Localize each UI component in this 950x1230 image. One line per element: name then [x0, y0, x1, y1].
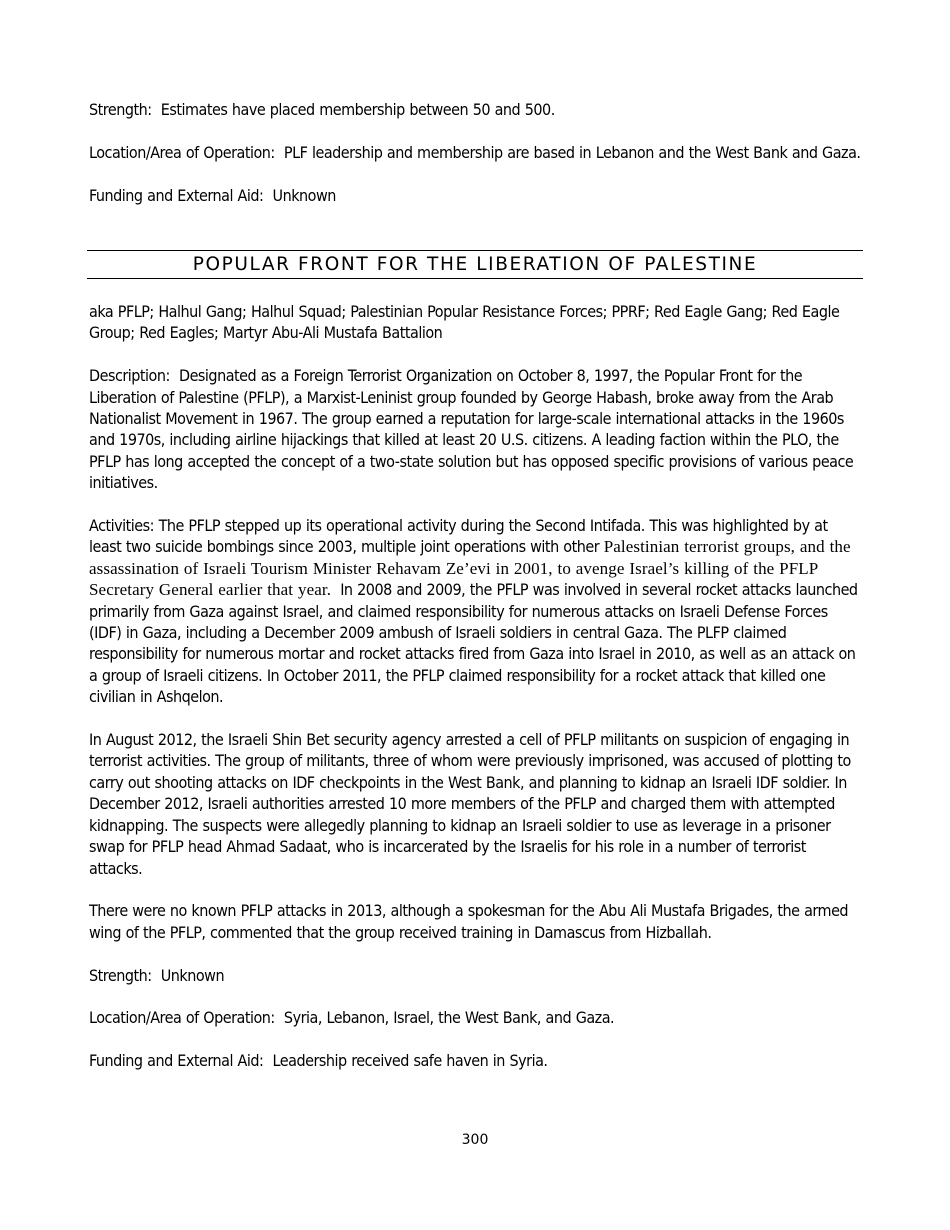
pflp-location-label: Location/Area of Operation: — [89, 1008, 275, 1028]
strength-paragraph — [89, 99, 861, 120]
description-paragraph — [89, 365, 861, 493]
activities-text-3: In 2008 and 2009, the PFLP was involved in several rocket attacks launched primarily from Gaza against Israel, and claimed responsibility for numerous attacks on Israeli Defense Forces (IDF) in Gaza, including a December 2009 ambush of Israeli soldiers in central Gaza. The PLFP claimed responsibility for numerous mortar and rocket attacks fired from Gaza into Israel in 2010, as well as an attack on a group of Israeli citizens. In October 2011, the PFLP claimed responsibility for a rocket attack that killed one civilian in Ashqelon. — [89, 580, 858, 707]
activities-paragraph — [89, 515, 861, 708]
strength-text: Estimates have placed membership between 50 and 500. — [160, 100, 555, 119]
aka-paragraph: aka PFLP; Halhul Gang; Halhul Squad; Palestinian Popular Resistance Forces; PPRF; Red Eagle Gang; Red Eagle Group; Red Eagles; Martyr Abu-Ali Mustafa Battalion — [89, 302, 840, 343]
location-paragraph — [89, 142, 861, 163]
funding-paragraph — [89, 185, 861, 206]
activities-text-2: Palestinian terrorist groups, and the assassination of Israeli Tourism Minister Rehavam Ze’evi in 2001, to avenge Israel’s killing of the PFLP Secretary General earlier that year. — [89, 537, 851, 600]
pflp-funding-label: Funding and External Aid: — [89, 1051, 264, 1071]
pflp-funding-text: Leadership received safe haven in Syria. — [272, 1051, 548, 1071]
section-heading-band — [87, 250, 863, 279]
pflp-strength-text: Unknown — [160, 965, 225, 985]
organization-title: POPULAR FRONT FOR THE LIBERATION OF PALESTINE — [192, 254, 758, 275]
strength-label: Strength: — [89, 100, 152, 119]
paragraph-2013: There were no known PFLP attacks in 2013, although a spokesman for the Abu Ali Mustafa Brigades, the armed wing of the PFLP, commented that the group received training in Damascus from Hizballah. — [89, 901, 849, 942]
pflp-strength-paragraph — [89, 965, 861, 986]
funding-label: Funding and External Aid: — [89, 185, 264, 205]
description-label: Description: — [89, 366, 170, 386]
pflp-location-paragraph — [89, 1007, 861, 1028]
pflp-funding-paragraph — [89, 1050, 861, 1071]
location-text: PLF leadership and membership are based in Lebanon and the West Bank and Gaza. — [283, 142, 861, 162]
previous-entry-section — [89, 99, 861, 206]
organization-entry — [89, 301, 861, 1072]
description-text: Designated as a Foreign Terrorist Organization on October 8, 1997, the Popular Front for the Liberation of Palestine (PFLP), a Marxist-Leninist group founded by George Habash, broke away from the Arab Nationalist Movement in 1967. The group earned a reputation for large-scale international attacks in the 1960s and 1970s, including airline hijackings that killed at least 20 U.S. citizens. A leading faction within the PLO, the PFLP has long accepted the concept of a two-state solution but has opposed specific provisions of various peace initiatives. — [89, 366, 854, 493]
activities-text-1: The PFLP stepped up its operational activity during the Second Intifada. This was highlighted by at least two suicide bombings since 2003, multiple joint operations with other — [89, 516, 828, 557]
pflp-strength-label: Strength: — [89, 965, 152, 985]
page-number: 300 — [461, 1132, 489, 1148]
pflp-location-text: Syria, Lebanon, Israel, the West Bank, and Gaza. — [283, 1008, 615, 1028]
location-label: Location/Area of Operation: — [89, 142, 275, 162]
funding-text: Unknown — [272, 185, 336, 205]
paragraph-2012: In August 2012, the Israeli Shin Bet security agency arrested a cell of PFLP militants on suspicion of engaging in terrorist activities. The group of militants, three of whom were previously imprisoned, was accused of plotting to carry out shooting attacks on IDF checkpoints in the West Bank, and planning to kidnap an Israeli IDF soldier. In December 2012, Israeli authorities arrested 10 more members of the PFLP and charged them with attempted kidnapping. The suspects were allegedly planning to kidnap an Israeli soldier to use as leverage in a prisoner swap for PFLP head Ahmad Sadaat, who is incarcerated by the Israelis for his role in a number of terrorist attacks. — [89, 730, 851, 878]
activities-label: Activities: — [89, 516, 154, 536]
